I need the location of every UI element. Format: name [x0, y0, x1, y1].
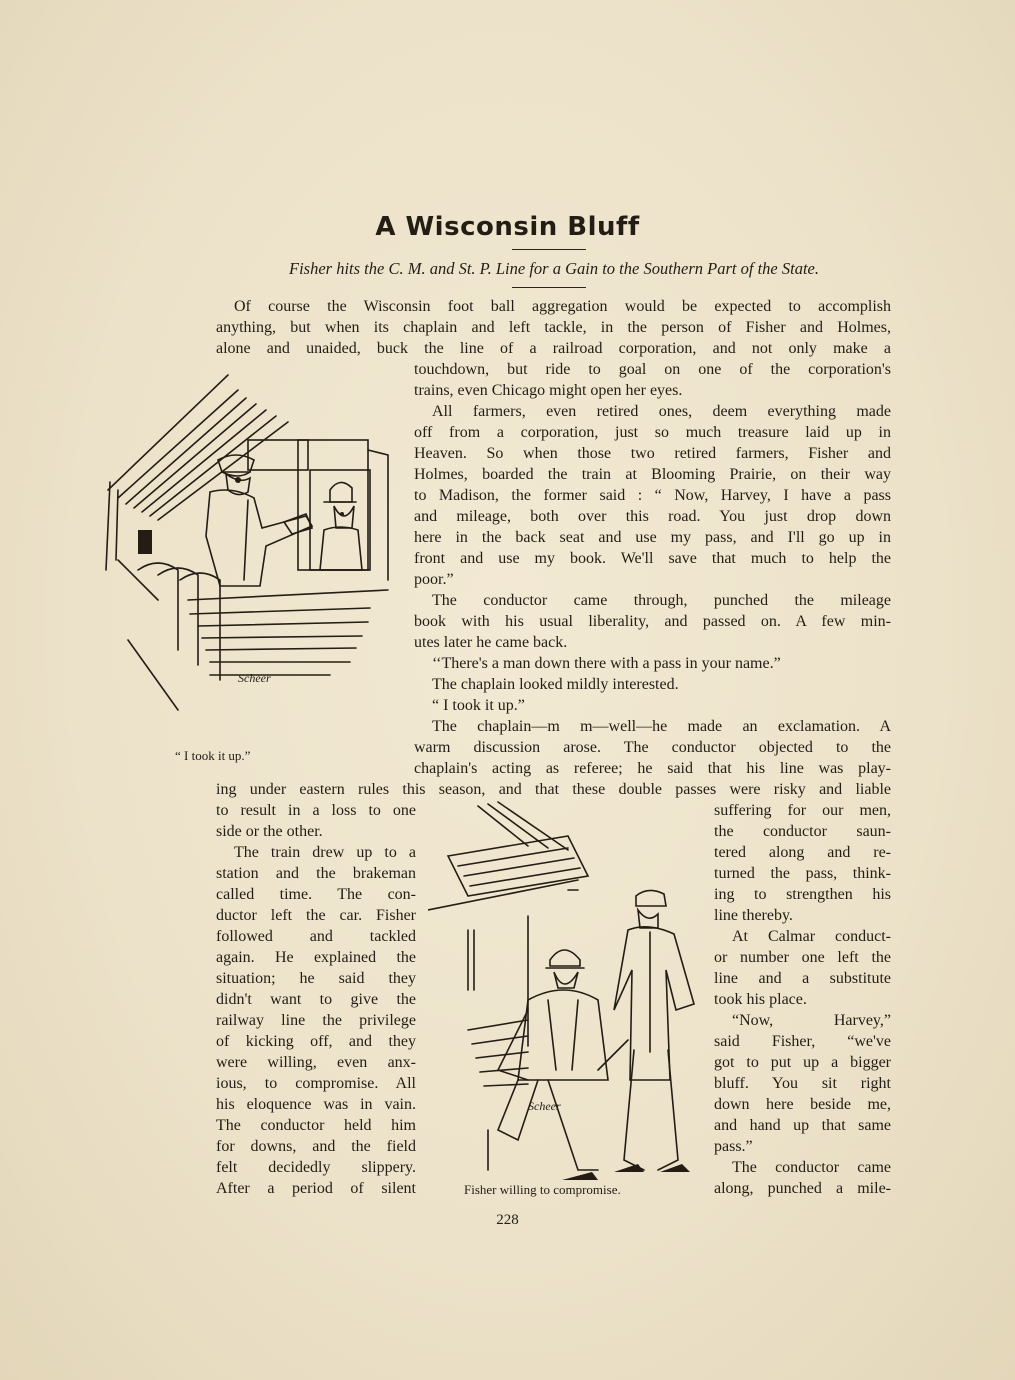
text-line: situation; he said they: [216, 970, 416, 987]
text-line: ‘‘There's a man down there with a pass in your name.”: [432, 655, 781, 672]
text-line: “ I took it up.”: [432, 697, 525, 714]
mid-line-text: [216, 779, 891, 800]
text-line: railway line the privilege: [216, 1012, 416, 1029]
text-line: pass.”: [714, 1138, 753, 1155]
text-line: warm discussion arose. The conductor objected to the: [414, 739, 891, 756]
text-line: bluff. You sit right: [714, 1075, 891, 1092]
text-line: of kicking off, and they: [216, 1033, 416, 1050]
article-title: A Wisconsin Bluff: [375, 212, 640, 242]
text-line: Heaven. So when those two retired farmers, Fisher and: [414, 445, 891, 462]
text-line: called time. The con-: [216, 886, 416, 903]
text-line: to Madison, the former said : “ Now, Harvey, I have a pass: [414, 487, 891, 504]
text-line: turned the pass, think-: [714, 865, 891, 882]
right-narrow-column-text: [714, 800, 891, 1199]
text-line: chaplain's acting as referee; he said that his line was play-: [414, 760, 891, 777]
subtitle-rule: [512, 287, 586, 288]
text-line: didn't want to give the: [216, 991, 416, 1008]
text-line: felt decidedly slippery.: [216, 1159, 416, 1176]
text-line: trains, even Chicago might open her eyes.: [414, 382, 683, 399]
text-line: ductor left the car. Fisher: [216, 907, 416, 924]
text-line: and mileage, both over this road. You just drop down: [414, 508, 891, 525]
text-line: ious, to compromise. All: [216, 1075, 416, 1092]
text-line: ing under eastern rules this season, and that these double passes were risky and liable: [216, 781, 891, 798]
title-rule: [512, 249, 586, 250]
text-line: After a period of silent: [216, 1180, 416, 1197]
text-line: said Fisher, “we've: [714, 1033, 891, 1050]
text-line: and hand up that same: [714, 1117, 891, 1134]
caption-first-illustration: “ I took it up.”: [175, 748, 251, 763]
text-line: here in the back seat and use my pass, and I'll go up in: [414, 529, 891, 546]
text-line: front and use my book. We'll save that much to help the: [414, 550, 891, 567]
text-line: station and the brakeman: [216, 865, 416, 882]
illustration-signature: Scheer: [238, 671, 271, 685]
text-line: The conductor held him: [216, 1117, 416, 1134]
text-line: got to put up a bigger: [714, 1054, 891, 1071]
text-line: The chaplain looked mildly interested.: [432, 676, 679, 693]
right-column-text: [414, 359, 891, 779]
text-line: took his place.: [714, 991, 807, 1008]
text-line: suffering for our men,: [714, 802, 891, 819]
text-line: along, punched a mile-: [714, 1180, 891, 1197]
text-line: book with his usual liberality, and passed on. A few min-: [414, 613, 891, 630]
page-number: 228: [496, 1212, 519, 1228]
text-line: were willing, even anx-: [216, 1054, 416, 1071]
text-line: line and a substitute: [714, 970, 891, 987]
text-line: off from a corporation, just so much treasure laid up in: [414, 424, 891, 441]
text-line: The chaplain—m m—well—he made an exclamation. A: [432, 718, 891, 735]
text-line: followed and tackled: [216, 928, 416, 945]
article-subtitle: Fisher hits the C. M. and St. P. Line for a Gain to the Southern Part of the State.: [289, 259, 819, 278]
text-line: his eloquence was in vain.: [216, 1096, 416, 1113]
text-line: ing to strengthen his: [714, 886, 891, 903]
text-line: line thereby.: [714, 907, 793, 924]
caption-second-illustration: Fisher willing to compromise.: [464, 1182, 621, 1197]
text-line: Of course the Wisconsin foot ball aggregation would be expected to accomplish: [234, 298, 891, 315]
text-line: At Calmar conduct-: [732, 928, 891, 945]
text-line: to result in a loss to one: [216, 802, 416, 819]
left-column-text: [216, 800, 416, 1199]
text-line: alone and unaided, buck the line of a railroad corporation, and not only make a: [216, 340, 891, 357]
text-line: or number one left the: [714, 949, 891, 966]
text-line: anything, but when its chaplain and left tackle, in the person of Fisher and Holmes,: [216, 319, 891, 336]
intro-paragraph: [216, 296, 891, 359]
text-line: touchdown, but ride to goal on one of the corporation's: [414, 361, 891, 378]
text-line: “Now, Harvey,”: [732, 1012, 891, 1029]
text-line: tered along and re-: [714, 844, 891, 861]
text-line: again. He explained the: [216, 949, 416, 966]
text-line: The conductor came through, punched the mileage: [432, 592, 891, 609]
illustration-conductor-in-car: [98, 370, 408, 720]
text-line: The train drew up to a: [234, 844, 416, 861]
illustration-fisher-compromise: [428, 800, 718, 1180]
text-line: for downs, and the field: [216, 1138, 416, 1155]
text-line: All farmers, even retired ones, deem everything made: [432, 403, 891, 420]
text-line: the conductor saun-: [714, 823, 891, 840]
text-line: utes later he came back.: [414, 634, 568, 651]
illustration-signature: Scheer: [528, 1099, 561, 1113]
text-line: down here beside me,: [714, 1096, 891, 1113]
text-line: The conductor came: [732, 1159, 891, 1176]
text-line: side or the other.: [216, 823, 323, 840]
text-line: poor.”: [414, 571, 454, 588]
text-line: Holmes, boarded the train at Blooming Prairie, on their way: [414, 466, 891, 483]
